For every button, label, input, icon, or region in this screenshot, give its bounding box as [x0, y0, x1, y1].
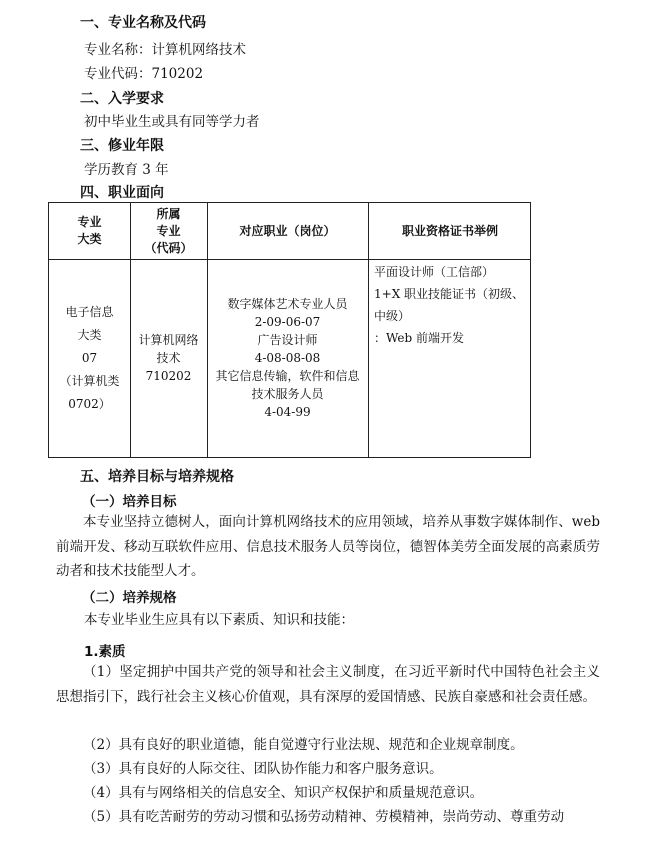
section-heading-duration: 三、修业年限: [80, 138, 164, 154]
subheading-training-goal: （一）培养目标: [82, 494, 177, 510]
quality-item-3: （3）具有良好的人际交往、团队协作能力和客户服务意识。: [83, 761, 443, 777]
header-major-code: 所属 专业 （代码）: [144, 206, 193, 255]
duration-line: 学历教育 3 年: [84, 162, 169, 178]
quality-item-1: （1）坚定拥护中国共产党的领导和社会主义制度，在习近平新时代中国特色社会主义思想指引下，践行社会主义核心价值观，具有深厚的爱国情感、民族自豪感和社会责任感。: [56, 664, 600, 705]
admission-line: 初中毕业生或具有同等学力者: [84, 114, 260, 130]
section-heading-admission: 二、入学要求: [80, 91, 164, 107]
cell-major-code: 计算机网络 技术 710202: [138, 333, 199, 383]
training-spec-intro: 本专业毕业生应具有以下素质、知识和技能：: [84, 612, 354, 628]
section-heading-goals: 五、培养目标与培养规格: [80, 469, 234, 485]
section-heading-career: 四、职业面向: [80, 185, 164, 201]
header-occupation: 对应职业（岗位）: [239, 223, 336, 238]
header-major-category: 专业 大类: [77, 215, 102, 246]
subheading-quality: 1.素质: [84, 644, 126, 660]
cell-certificate: 平面设计师（工信部） 1+X 职业技能证书（初级、 中级） ：Web 前端开发: [374, 265, 525, 345]
cell-occupation: 数字媒体艺术专业人员 2-09-06-07 广告设计师 4-08-08-08 其它信息传输，软件和信息 技术服务人员 4-04-99: [215, 297, 360, 419]
major-name-line: 专业名称：计算机网络技术: [84, 42, 246, 58]
cell-major-category: 电子信息 大类 07 （计算机类 0702）: [59, 304, 120, 411]
section-heading-major: 一、专业名称及代码: [80, 15, 206, 31]
subheading-training-spec: （二）培养规格: [82, 590, 177, 606]
training-goal-paragraph: 本专业坚持立德树人，面向计算机网络技术的应用领域，培养从事数字媒体制作、web 前端开发、移动互联软件应用、信息技术服务人员等岗位，德智体美劳全面发展的高素质劳动者和技术技能型人才。: [56, 514, 600, 579]
quality-item-5: （5）具有吃苦耐劳的劳动习惯和弘扬劳动精神、劳模精神，崇尚劳动、尊重劳动: [83, 809, 565, 825]
career-table: [48, 202, 531, 458]
quality-item-4: （4）具有与网络相关的信息安全、知识产权保护和质量规范意识。: [83, 785, 484, 801]
header-certificate: 职业资格证书举例: [401, 223, 498, 238]
major-code-line: 专业代码：710202: [84, 66, 204, 82]
quality-item-2: （2）具有良好的职业道德，能自觉遵守行业法规、规范和企业规章制度。: [83, 737, 524, 753]
